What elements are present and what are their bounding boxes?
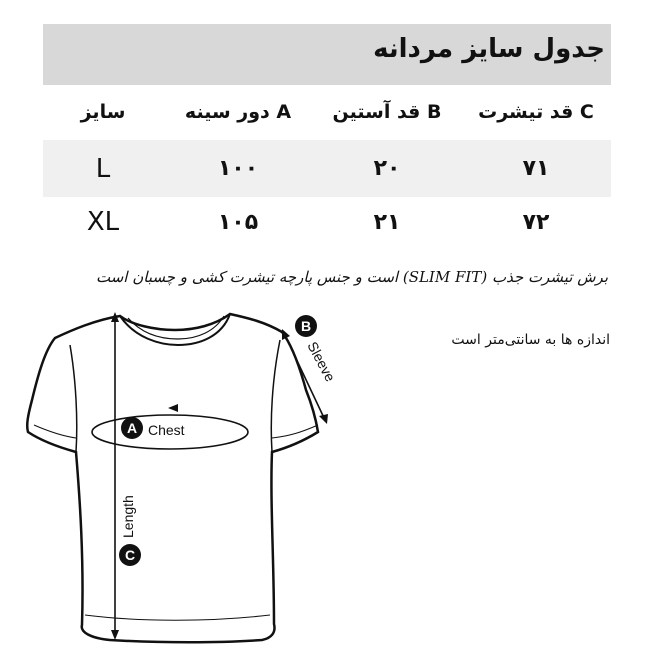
sleeve-label: Sleeve [304,338,339,385]
header-size: سایز [80,101,126,123]
cell-length: ۷۲ [522,209,550,235]
cell-chest: ۱۰۵ [217,209,259,235]
cell-size: XL [86,207,120,237]
header-chest: A دور سینه [184,101,292,123]
length-label: Length [120,495,136,538]
chest-label: Chest [148,422,185,438]
marker-b [295,315,317,337]
marker-a [121,417,143,439]
title-bar [43,24,611,85]
header-sleeve: B قد آستین [332,101,442,123]
table-row [43,197,611,247]
cell-size: L [95,153,111,184]
unit-note: اندازه ها به سانتی‌متر است [451,332,610,348]
marker-c [119,544,141,566]
tshirt-diagram [0,300,360,650]
cell-sleeve: ۲۱ [373,209,401,235]
svg-text:A: A [126,420,138,436]
fit-note: برش تیشرت جذب (SLIM FIT) است و جنس پارچه تیشرت کشی و چسبان است [96,268,608,286]
svg-text:C: C [124,547,136,563]
page-title: جدول سایز مردانه [373,34,605,64]
header-length: C قد تیشرت [478,101,594,123]
cell-length: ۷۱ [522,156,550,181]
table-header-row [43,88,611,136]
cell-sleeve: ۲۰ [373,156,401,181]
tshirt-outline [27,314,318,642]
table-row [43,140,611,197]
svg-text:B: B [300,318,312,334]
cell-chest: ۱۰۰ [217,156,259,181]
